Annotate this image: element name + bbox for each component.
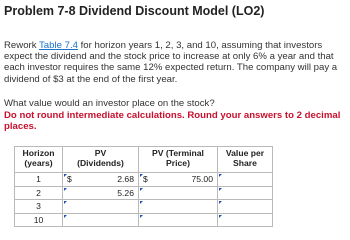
question-text: What value would an investor place on the stock? — [4, 98, 215, 109]
problem-text-end: for horizon years 1, 2, 3, and 10, assuming that investors expect the dividend and the stock price to increase at only 6% a year and that each investor requires the same 12% expected return. The company will pay a dividend of $3 at the end of the first year. — [4, 40, 338, 85]
input-marker-icon — [219, 215, 222, 218]
value-per-share-input[interactable] — [218, 173, 273, 187]
header-pv-terminal-line2: Price) — [166, 158, 190, 168]
header-horizon-line2: (years) — [24, 158, 53, 168]
table-row — [15, 173, 273, 187]
pv-terminal-input[interactable] — [139, 200, 218, 214]
table-row — [15, 200, 273, 214]
problem-text — [4, 40, 346, 85]
horizon-cell: 2 — [15, 186, 63, 200]
pv-dividends-input[interactable] — [63, 200, 139, 214]
input-value: 75.00 — [191, 174, 213, 184]
horizon-cell: 1 — [15, 173, 63, 187]
rounding-instruction: Do not round intermediate calculations. Round your answers to 2 decimal places. — [4, 110, 341, 133]
table-row — [15, 213, 273, 227]
currency-symbol: $ — [67, 174, 72, 184]
answer-table — [14, 146, 273, 227]
value-per-share-input[interactable] — [218, 213, 273, 227]
horizon-cell: 3 — [15, 200, 63, 214]
header-pv-terminal-line1: PV (Terminal — [152, 148, 204, 158]
header-pv-terminal — [139, 147, 218, 173]
pv-dividends-input[interactable] — [63, 186, 139, 200]
input-marker-icon — [140, 215, 143, 218]
value-per-share-input[interactable] — [218, 186, 273, 200]
table-header-row — [15, 147, 273, 173]
problem-text-start: Rework — [4, 40, 40, 51]
input-marker-icon — [140, 188, 143, 191]
input-marker-icon — [140, 201, 143, 204]
pv-dividends-input[interactable] — [63, 213, 139, 227]
header-pv-dividends — [63, 147, 139, 173]
input-marker-icon — [64, 201, 67, 204]
header-value-per-share-line2: Share — [233, 158, 257, 168]
pv-terminal-input[interactable] — [139, 173, 218, 187]
pv-terminal-input[interactable] — [139, 213, 218, 227]
header-horizon — [15, 147, 63, 173]
pv-terminal-input[interactable] — [139, 186, 218, 200]
horizon-cell: 10 — [15, 213, 63, 227]
value-per-share-input[interactable] — [218, 200, 273, 214]
input-marker-icon — [219, 174, 222, 177]
pv-dividends-input[interactable] — [63, 173, 139, 187]
input-value: 5.26 — [117, 187, 134, 198]
currency-symbol: $ — [143, 174, 148, 184]
input-marker-icon — [219, 188, 222, 191]
header-value-per-share — [218, 147, 273, 173]
input-marker-icon — [64, 188, 67, 191]
header-value-per-share-line1: Value per — [225, 148, 265, 158]
input-marker-icon — [219, 201, 222, 204]
header-pv-dividends-line1: PV — [94, 148, 107, 158]
table-reference-link[interactable]: Table 7.4 — [39, 40, 78, 51]
header-horizon-line1: Horizon — [22, 148, 55, 158]
header-pv-dividends-line2: (Dividends) — [77, 158, 124, 168]
table-row — [15, 186, 273, 200]
input-marker-icon — [64, 215, 67, 218]
problem-title: Problem 7-8 Dividend Discount Model (LO2) — [4, 4, 265, 18]
input-value: 2.68 — [117, 174, 134, 184]
